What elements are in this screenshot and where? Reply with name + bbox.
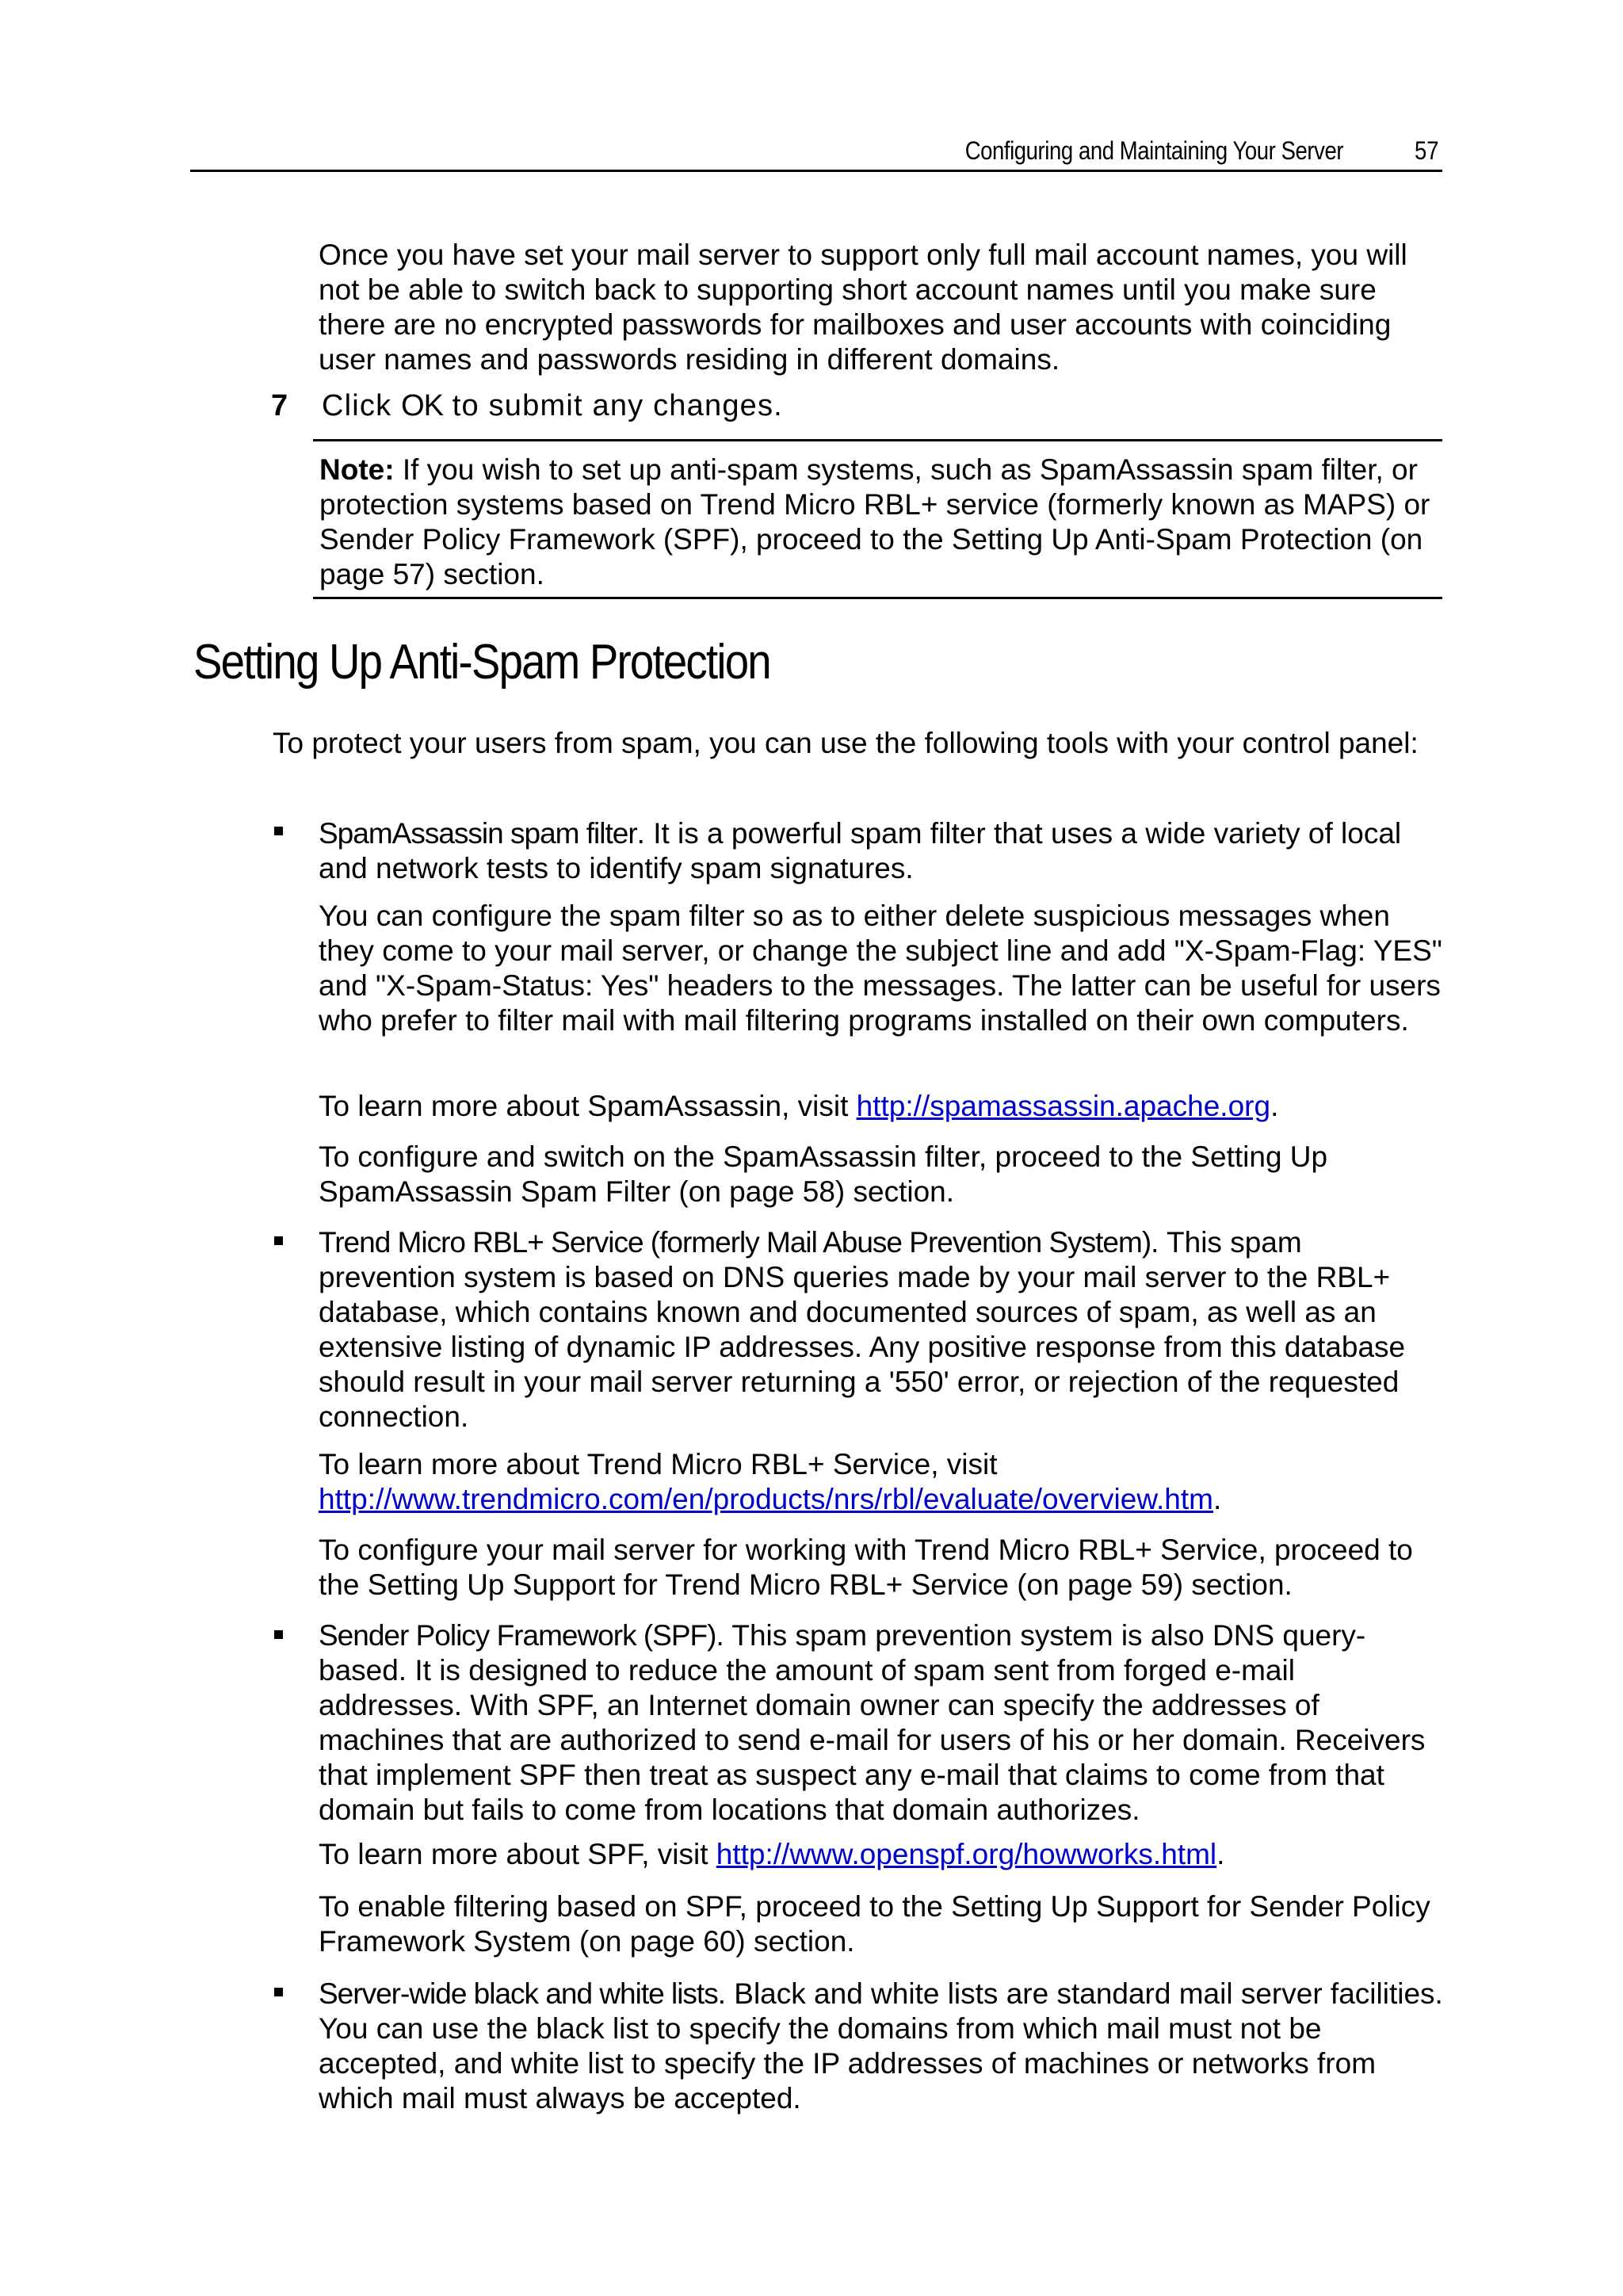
trend-micro-link[interactable]: http://www.trendmicro.com/en/products/nrs/rbl/evaluate/overview.htm xyxy=(319,1483,1213,1515)
link-suffix: . xyxy=(1212,1483,1222,1515)
spamassassin-config-reference: To configure and switch on the SpamAssassin filter, proceed to the Setting Up SpamAssassin Spam Filter (on page 58) section. xyxy=(319,1140,1328,1208)
spf-learn-more xyxy=(319,1837,1444,1872)
step-7 xyxy=(271,388,783,423)
step-text-before: Click xyxy=(322,389,402,422)
ok-button-reference: OK xyxy=(401,389,443,422)
bullet-black-white-lists xyxy=(319,1977,1444,2116)
step-number: 7 xyxy=(271,389,289,422)
spamassassin-config-description: You can configure the spam filter so as to either delete suspicious messages when they come to your mail server, or change the subject line and add "X-Spam-Flag: YES" and "X-Spam-Status: Yes" headers to the messages. The latter can be useful for users who prefer to filter mail with mail filtering programs installed on their own computers. xyxy=(319,900,1442,1037)
bullet-term: Trend Micro RBL+ Service (formerly Mail Abuse Prevention System) xyxy=(319,1226,1151,1259)
spamassassin-link[interactable]: http://spamassassin.apache.org xyxy=(856,1090,1271,1122)
step-text-after: to submit any changes. xyxy=(443,389,783,422)
bullet-text: . This spam prevention system is based on DNS queries made by your mail server to the RBL+ database, which contains known and documented sources of spam, as well as an extensive listing of dynamic IP addresses. Any positive response from this database should result in your mail server returning a '550' error, or rejection of the requested connection. xyxy=(319,1226,1406,1433)
section-title: Setting Up Anti-Spam Protection xyxy=(193,635,770,690)
bullet-trend-micro xyxy=(319,1225,1444,1435)
spf-link[interactable]: http://www.openspf.org/howworks.html xyxy=(716,1838,1217,1870)
bullet-term: SpamAssassin spam filter xyxy=(319,817,637,850)
link-suffix: . xyxy=(1216,1838,1225,1870)
running-header xyxy=(190,133,1442,172)
bullet-term: Sender Policy Framework (SPF) xyxy=(319,1619,716,1652)
bullet-marker xyxy=(274,827,283,835)
note-box xyxy=(313,439,1442,599)
link-suffix: . xyxy=(1270,1090,1279,1122)
bullet-spamassassin xyxy=(319,816,1444,886)
note-text xyxy=(319,453,1437,592)
bullet-spf xyxy=(319,1618,1444,1828)
bullet-marker xyxy=(274,1236,283,1245)
trend-micro-config-reference: To configure your mail server for working with Trend Micro RBL+ Service, proceed to the Setting Up Support for Trend Micro RBL+ Service (on page 59) section. xyxy=(319,1534,1413,1601)
spamassassin-learn-more xyxy=(319,1089,1444,1124)
learn-more-prefix: To learn more about Trend Micro RBL+ Service, visit xyxy=(319,1448,998,1480)
bullet-marker xyxy=(274,1630,283,1639)
trend-micro-learn-more xyxy=(319,1447,1444,1517)
section-intro: To protect your users from spam, you can use the following tools with your control panel: xyxy=(273,727,1419,759)
learn-more-prefix: To learn more about SpamAssassin, visit xyxy=(319,1090,857,1122)
bullet-text: . This spam prevention system is also DNS query-based. It is designed to reduce the amount of spam sent from forged e-mail addresses. With SPF, an Internet domain owner can specify the addresses of machines that are authorized to send e-mail for users of his or her domain. Receivers that implement SPF then treat as suspect any e-mail that claims to come from that domain but fails to come from locations that domain authorizes. xyxy=(319,1619,1426,1826)
bullet-term: Server-wide black and white lists xyxy=(319,1977,718,2010)
bullet-text: . It is a powerful spam filter that uses a wide variety of local and network tests to identify spam signatures. xyxy=(319,817,1402,884)
learn-more-prefix: To learn more about SPF, visit xyxy=(319,1838,716,1870)
running-title: Configuring and Maintaining Your Server xyxy=(964,136,1343,165)
bullet-text: . Black and white lists are standard mail server facilities. You can use the black list to specify the domains from which mail must not be accepted, and white list to specify the IP addresses of machines or networks from which mail must always be accepted. xyxy=(319,1977,1443,2115)
note-body: If you wish to set up anti-spam systems, such as SpamAssassin spam filter, or protection systems based on Trend Micro RBL+ service (formerly known as MAPS) or Sender Policy Framework (SPF), proceed to the Setting Up Anti-Spam Protection (on page 57) section. xyxy=(319,453,1430,590)
note-label: Note: xyxy=(319,453,395,486)
page-number: 57 xyxy=(1415,136,1439,165)
spf-config-reference: To enable filtering based on SPF, proceed to the Setting Up Support for Sender Policy Framework System (on page 60) section. xyxy=(319,1890,1430,1958)
bullet-marker xyxy=(274,1988,283,1996)
intro-paragraph: Once you have set your mail server to support only full mail account names, you will not be able to switch back to supporting short account names until you make sure there are no encrypted passwords for mailboxes and user accounts with coinciding user names and passwords residing in different domains. xyxy=(319,239,1407,376)
